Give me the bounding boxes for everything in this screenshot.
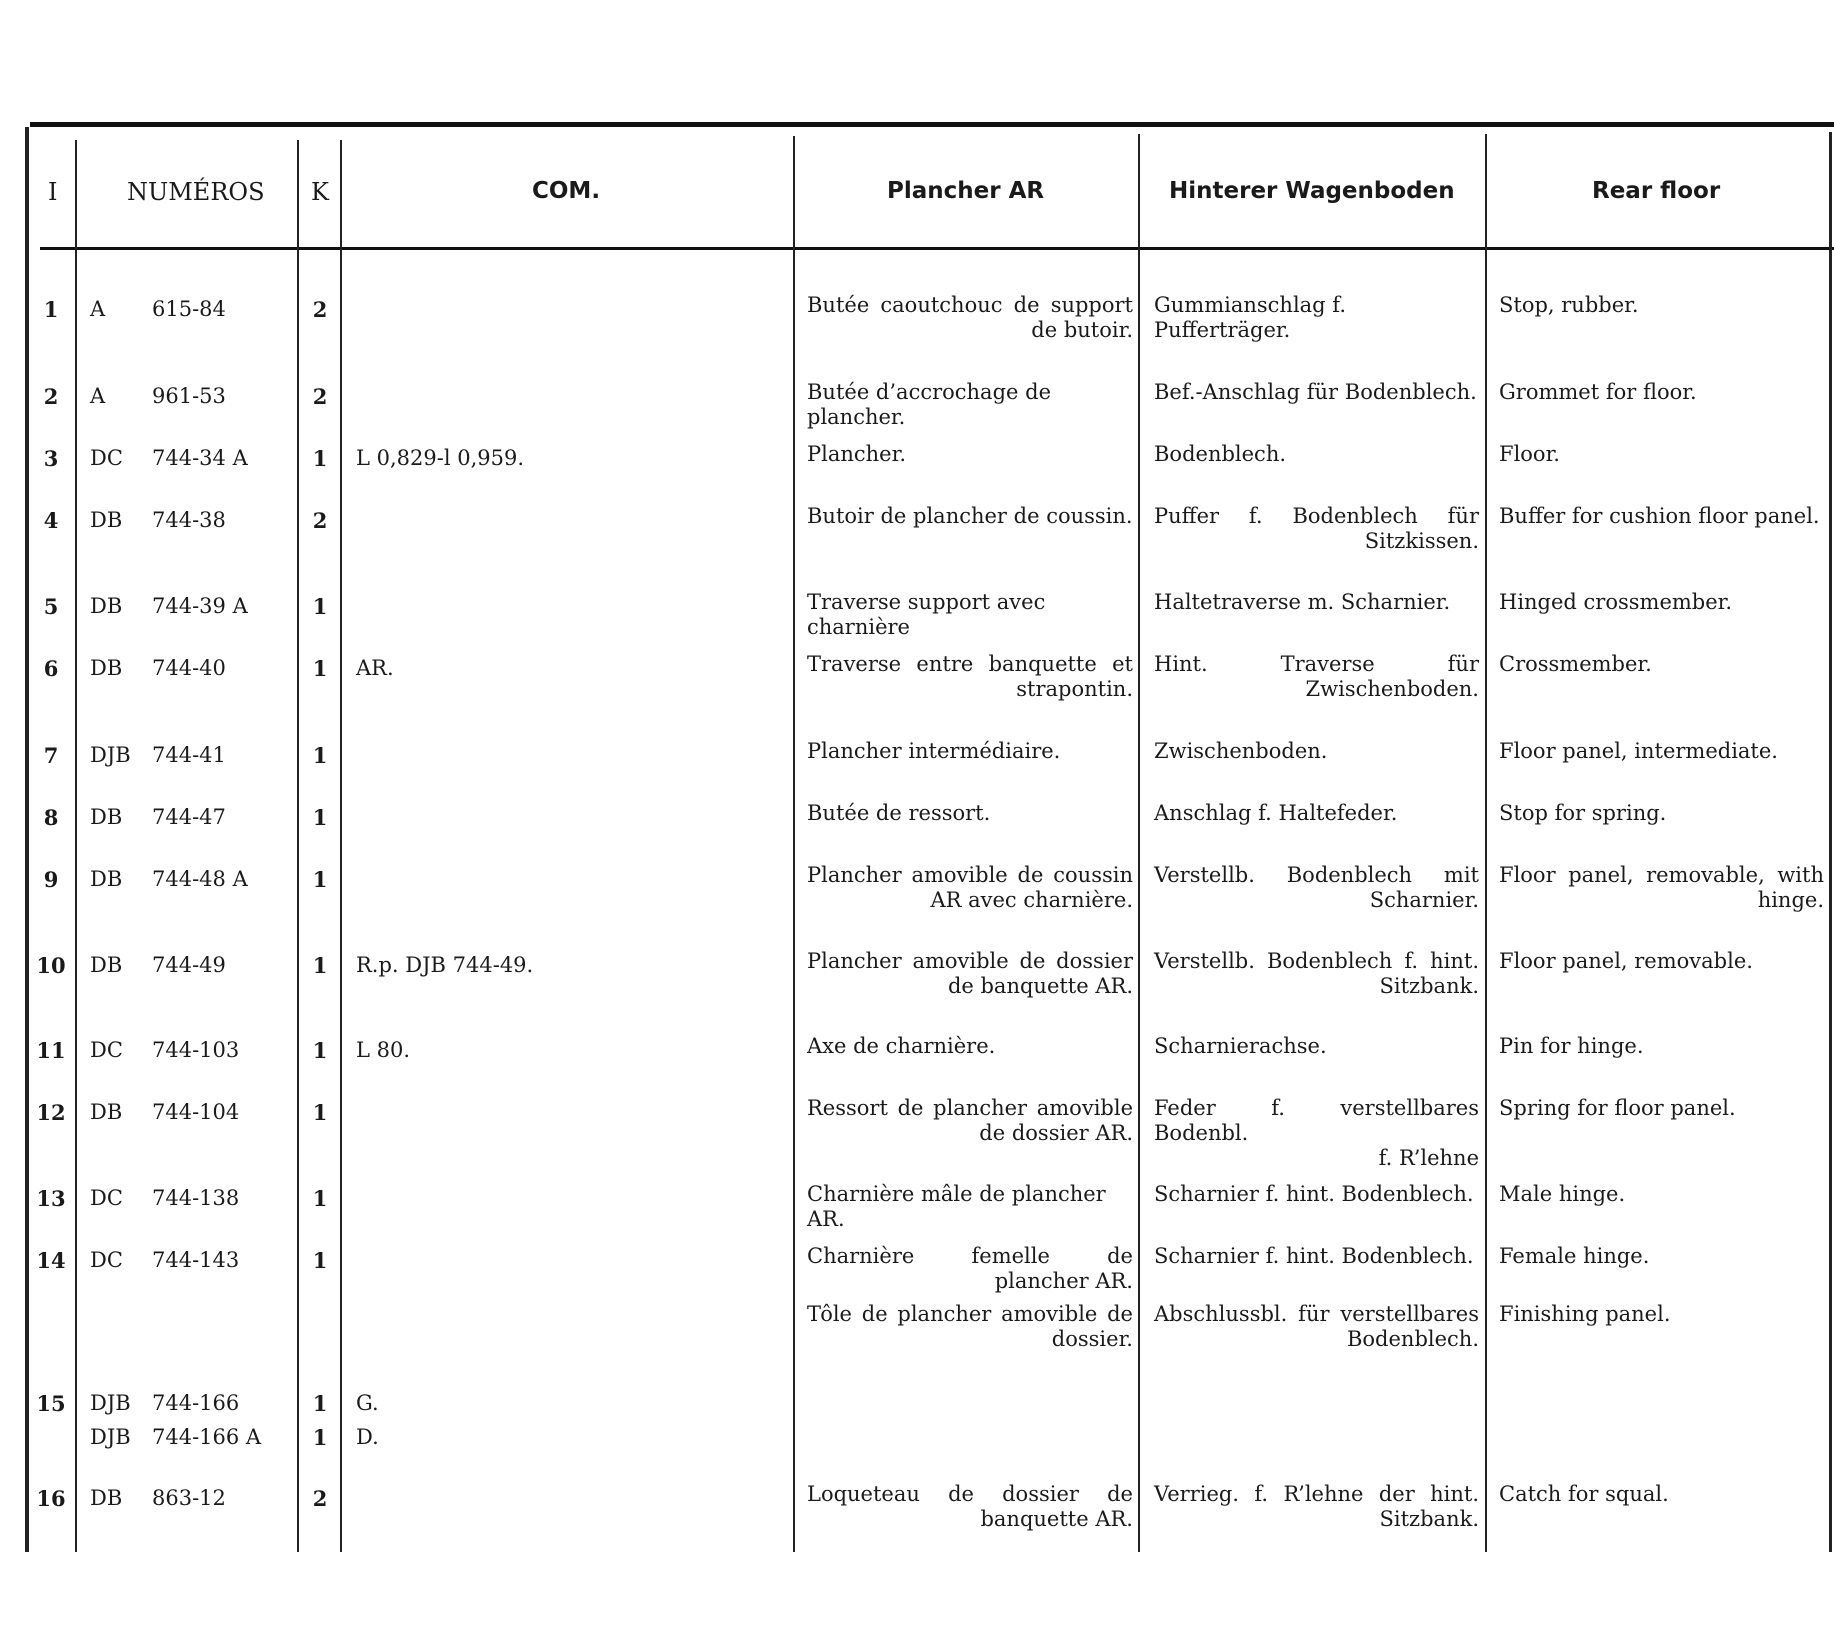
description-de-line: Zwischenboden.: [1154, 739, 1328, 763]
comment: D.: [356, 1425, 379, 1449]
description-de: [1154, 504, 1479, 554]
description-fr-line: de dossier AR.: [979, 1121, 1133, 1145]
part-prefix: A: [90, 384, 106, 408]
quantity-k: 1: [312, 953, 328, 978]
quantity-k: 1: [312, 446, 328, 471]
description-fr-line: de banquette AR.: [947, 974, 1133, 998]
quantity-k: 2: [312, 297, 328, 322]
description-de: [1154, 801, 1479, 826]
description-de-line: Anschlag f. Haltefeder.: [1154, 801, 1398, 825]
description-en-line: Stop for spring.: [1499, 801, 1667, 825]
description-de: [1154, 442, 1479, 467]
description-de-line: Scharnier.: [1369, 888, 1479, 912]
description-de: [1154, 293, 1479, 343]
description-en: [1499, 652, 1824, 677]
description-en: [1499, 1244, 1824, 1269]
description-de-line: Abschlussbl. für verstellbares: [1154, 1302, 1479, 1326]
description-de-line: Scharnier f. hint. Bodenblech.: [1154, 1244, 1474, 1268]
description-en-line: Catch for squal.: [1499, 1482, 1669, 1506]
description-fr-line: Axe de charnière.: [807, 1034, 996, 1058]
row-index: 4: [43, 508, 59, 533]
row-index: 3: [43, 446, 59, 471]
part-prefix: DB: [90, 508, 123, 532]
part-number: 744-103: [152, 1038, 240, 1062]
quantity-k: 1: [312, 1248, 328, 1273]
quantity-k: 1: [312, 1100, 328, 1125]
description-fr: [807, 1482, 1133, 1532]
description-en: [1499, 590, 1824, 615]
description-fr-line: de butoir.: [1031, 318, 1133, 342]
description-en-line: Hinged crossmember.: [1499, 590, 1733, 614]
description-de: [1154, 652, 1479, 702]
quantity-k: 1: [312, 1391, 328, 1416]
description-en-line: Grommet for floor.: [1499, 380, 1697, 404]
comment: AR.: [356, 656, 394, 680]
description-de: [1154, 1244, 1479, 1269]
description-en: [1499, 504, 1824, 529]
description-en-line: Floor panel, removable.: [1499, 949, 1753, 973]
part-prefix: DC: [90, 1038, 123, 1062]
row-index: 16: [36, 1486, 66, 1511]
right-border: [1829, 132, 1832, 1552]
description-de-line: Sitzbank.: [1379, 1507, 1479, 1531]
header-com: COM.: [532, 178, 601, 204]
part-prefix: A: [90, 297, 106, 321]
description-fr: [807, 504, 1133, 529]
description-de: [1154, 739, 1479, 764]
description-de-line: Verstellb. Bodenblech mit: [1154, 863, 1479, 887]
description-de-line: Hint. Traverse für: [1154, 652, 1479, 676]
description-fr: [807, 1182, 1133, 1232]
description-de-line: Gummianschlag f. Pufferträger.: [1154, 293, 1347, 342]
part-prefix: DC: [90, 446, 123, 470]
part-prefix: DB: [90, 805, 123, 829]
description-en: [1499, 1302, 1824, 1327]
top-rule: [30, 122, 1834, 127]
description-de: [1154, 1302, 1479, 1352]
description-fr-line: Traverse support avec charnière: [807, 590, 1046, 639]
quantity-k: 1: [312, 1186, 328, 1211]
description-fr-line: Butoir de plancher de coussin.: [807, 504, 1133, 528]
description-en: [1499, 293, 1824, 318]
description-fr: [807, 380, 1133, 430]
description-fr-line: Tôle de plancher amovible de: [807, 1302, 1133, 1326]
part-prefix: DJB: [90, 1425, 131, 1449]
description-fr: [807, 801, 1133, 826]
description-fr: [807, 652, 1133, 702]
part-prefix: DB: [90, 1486, 123, 1510]
row-index: 10: [36, 953, 66, 978]
description-en-line: Floor panel, intermediate.: [1499, 739, 1778, 763]
part-number: 744-49: [152, 953, 226, 977]
description-en: [1499, 1182, 1824, 1207]
part-prefix: DB: [90, 867, 123, 891]
row-index: 15: [36, 1391, 66, 1416]
description-en-line: Female hinge.: [1499, 1244, 1650, 1268]
description-fr-line: banquette AR.: [980, 1507, 1133, 1531]
part-number: 744-166 A: [152, 1425, 262, 1449]
header-index: I: [48, 178, 58, 206]
part-number: 744-40: [152, 656, 226, 680]
description-fr: [807, 949, 1133, 999]
description-de-line: Puffer f. Bodenblech für: [1154, 504, 1479, 528]
description-fr-line: Butée de ressort.: [807, 801, 991, 825]
part-number: 744-166: [152, 1391, 240, 1415]
description-fr: [807, 863, 1133, 913]
quantity-k: 1: [312, 656, 328, 681]
description-de-line: f. R’lehne: [1378, 1146, 1479, 1170]
description-de-line: Sitzkissen.: [1364, 529, 1479, 553]
quantity-k: 2: [312, 384, 328, 409]
quantity-k: 1: [312, 1038, 328, 1063]
description-en-line: Floor panel, removable, with: [1499, 863, 1824, 887]
part-prefix: DJB: [90, 1391, 131, 1415]
description-fr: [807, 442, 1133, 467]
comment: L 0,829-l 0,959.: [356, 446, 525, 470]
description-de-line: Sitzbank.: [1379, 974, 1479, 998]
description-fr-line: Plancher.: [807, 442, 907, 466]
description-fr: [807, 590, 1133, 640]
description-fr-line: plancher AR.: [994, 1269, 1133, 1293]
description-de-line: Bef.-Anschlag für Bodenblech.: [1154, 380, 1477, 404]
description-fr: [807, 1096, 1133, 1146]
description-fr-line: Butée d’accrochage de plancher.: [807, 380, 1051, 429]
quantity-k: 2: [312, 1486, 328, 1511]
part-number: 863-12: [152, 1486, 226, 1510]
description-en-line: hinge.: [1757, 888, 1824, 912]
description-fr-line: Plancher intermédiaire.: [807, 739, 1061, 763]
description-fr-line: Ressort de plancher amovible: [807, 1096, 1133, 1120]
description-de-line: Haltetraverse m. Scharnier.: [1154, 590, 1451, 614]
row-index: 13: [36, 1186, 66, 1211]
quantity-k: 1: [312, 594, 328, 619]
description-en-line: Finishing panel.: [1499, 1302, 1671, 1326]
header-k: K: [311, 178, 329, 206]
quantity-k: 2: [312, 508, 328, 533]
header-plancher-ar: Plancher AR: [887, 178, 1045, 204]
description-en-line: Floor.: [1499, 442, 1560, 466]
part-number: 744-138: [152, 1186, 240, 1210]
description-de: [1154, 590, 1479, 615]
description-de: [1154, 1482, 1479, 1532]
header-rule: [40, 247, 1834, 250]
description-fr-line: Plancher amovible de dossier: [807, 949, 1133, 973]
description-en: [1499, 442, 1824, 467]
quantity-k: 1: [312, 743, 328, 768]
description-fr-line: Charnière mâle de plancher AR.: [807, 1182, 1106, 1231]
part-number: 744-38: [152, 508, 226, 532]
description-de-line: Bodenblech.: [1154, 442, 1287, 466]
part-number: 744-48 A: [152, 867, 248, 891]
description-fr: [807, 1244, 1133, 1294]
description-en: [1499, 1482, 1824, 1507]
description-fr-line: Loqueteau de dossier de: [807, 1482, 1133, 1506]
description-fr: [807, 1302, 1133, 1352]
part-number: 744-47: [152, 805, 226, 829]
row-index: 12: [36, 1100, 66, 1125]
divider-de-en: [1485, 134, 1487, 1552]
comment: G.: [356, 1391, 379, 1415]
quantity-k: 1: [312, 867, 328, 892]
row-index: 14: [36, 1248, 66, 1273]
part-prefix: DB: [90, 594, 123, 618]
description-de-line: Feder f. verstellbares Bodenbl.: [1154, 1096, 1479, 1145]
divider-numeros-k: [297, 140, 299, 1552]
description-de-line: Zwischenboden.: [1305, 677, 1479, 701]
part-number: 961-53: [152, 384, 226, 408]
description-en: [1499, 1096, 1824, 1121]
left-border: [25, 127, 29, 1552]
description-en: [1499, 1034, 1824, 1059]
description-de: [1154, 1096, 1479, 1171]
divider-fr-de: [1138, 134, 1140, 1552]
part-prefix: DC: [90, 1186, 123, 1210]
comment: L 80.: [356, 1038, 411, 1062]
description-de-line: Scharnierachse.: [1154, 1034, 1327, 1058]
description-fr-line: Traverse entre banquette et: [807, 652, 1133, 676]
row-index: 1: [43, 297, 59, 322]
description-fr-line: dossier.: [1051, 1327, 1133, 1351]
part-prefix: DJB: [90, 743, 131, 767]
divider-com-fr: [793, 136, 795, 1552]
description-en: [1499, 801, 1824, 826]
description-de: [1154, 380, 1479, 405]
description-en-line: Pin for hinge.: [1499, 1034, 1644, 1058]
part-number: 744-104: [152, 1100, 240, 1124]
divider-k-com: [340, 140, 342, 1552]
description-en: [1499, 380, 1824, 405]
quantity-k: 1: [312, 1425, 328, 1450]
header-hinterer-wagenboden: Hinterer Wagenboden: [1169, 178, 1455, 204]
description-de-line: Verrieg. f. R’lehne der hint.: [1154, 1482, 1479, 1506]
row-index: 7: [43, 743, 59, 768]
description-en-line: Crossmember.: [1499, 652, 1652, 676]
description-en-line: Male hinge.: [1499, 1182, 1626, 1206]
description-fr-line: Butée caoutchouc de support: [807, 293, 1133, 317]
description-de: [1154, 863, 1479, 913]
description-en-line: Spring for floor panel.: [1499, 1096, 1736, 1120]
row-index: 6: [43, 656, 59, 681]
description-de-line: Verstellb. Bodenblech f. hint.: [1154, 949, 1479, 973]
description-en: [1499, 863, 1824, 913]
description-de-line: Bodenblech.: [1346, 1327, 1479, 1351]
description-en-line: Stop, rubber.: [1499, 293, 1639, 317]
description-fr: [807, 739, 1133, 764]
row-index: 2: [43, 384, 59, 409]
part-prefix: DC: [90, 1248, 123, 1272]
description-de-line: Scharnier f. hint. Bodenblech.: [1154, 1182, 1474, 1206]
row-index: 8: [43, 805, 59, 830]
part-prefix: DB: [90, 953, 123, 977]
divider-i-numeros: [75, 140, 77, 1552]
part-number: 744-41: [152, 743, 226, 767]
description-de: [1154, 1182, 1479, 1207]
part-number: 744-143: [152, 1248, 240, 1272]
row-index: 5: [43, 594, 59, 619]
description-fr-line: Plancher amovible de coussin: [807, 863, 1133, 887]
comment: R.p. DJB 744-49.: [356, 953, 534, 977]
row-index: 9: [43, 867, 59, 892]
part-number: 744-39 A: [152, 594, 248, 618]
description-fr-line: Charnière femelle de: [807, 1244, 1133, 1268]
description-en-line: Buffer for cushion floor panel.: [1499, 504, 1820, 528]
quantity-k: 1: [312, 805, 328, 830]
row-index: 11: [36, 1038, 66, 1063]
description-en: [1499, 949, 1824, 974]
description-de: [1154, 1034, 1479, 1059]
part-number: 744-34 A: [152, 446, 248, 470]
description-fr-line: strapontin.: [1016, 677, 1133, 701]
part-number: 615-84: [152, 297, 226, 321]
description-fr-line: AR avec charnière.: [930, 888, 1133, 912]
description-de: [1154, 949, 1479, 999]
header-rear-floor: Rear floor: [1592, 178, 1721, 204]
description-en: [1499, 739, 1824, 764]
description-fr: [807, 1034, 1133, 1059]
description-fr: [807, 293, 1133, 343]
part-prefix: DB: [90, 1100, 123, 1124]
part-prefix: DB: [90, 656, 123, 680]
header-numeros: NUMÉROS: [127, 178, 265, 206]
